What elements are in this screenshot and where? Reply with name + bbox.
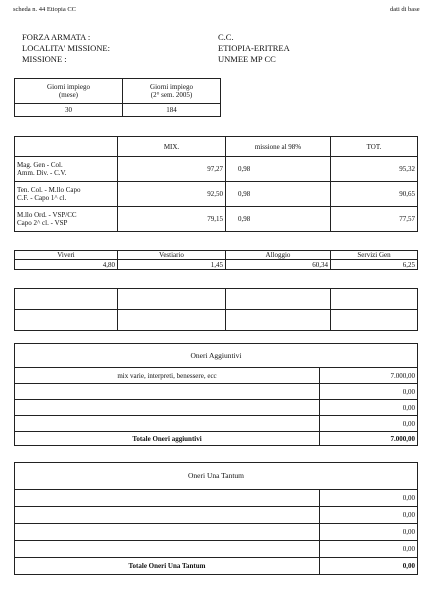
alloggio-header: Alloggio bbox=[226, 251, 331, 260]
missione-value: 0,98 bbox=[226, 182, 331, 207]
giorni-sem-value: 184 bbox=[123, 104, 221, 117]
oneri-value: 0,00 bbox=[320, 416, 418, 432]
giorni-col1-header: Giorni impiego (mese) bbox=[15, 79, 123, 104]
mix-corner-cell bbox=[15, 137, 118, 157]
oneri-value: 7.000,00 bbox=[320, 368, 418, 384]
oneri-value: 0,00 bbox=[320, 384, 418, 400]
grade-cell: M.llo Ord. - VSP/CC Capo 2^ cl. - VSP bbox=[15, 207, 118, 232]
viveri-value: 4,80 bbox=[15, 260, 118, 270]
vestiario-header: Vestiario bbox=[118, 251, 226, 260]
oneri-una-tantum-row bbox=[15, 541, 418, 558]
vestiario-value: 1,45 bbox=[118, 260, 226, 270]
oneri-value: 0,00 bbox=[320, 524, 418, 541]
grade-cell: Ten. Col. - M.llo Capo C.F. - Capo 1^ cl. bbox=[15, 182, 118, 207]
grade-cell: Mag. Gen - Col. Amm. Div. - C.V. bbox=[15, 157, 118, 182]
tot-header: TOT. bbox=[331, 137, 418, 157]
oneri-una-tantum-row bbox=[15, 507, 418, 524]
forza-armata-value: C.C. bbox=[218, 32, 234, 42]
oneri-aggiuntivi-total-row bbox=[15, 432, 418, 446]
empty-cell bbox=[331, 289, 418, 310]
missione-value: 0,98 bbox=[226, 157, 331, 182]
tot-value: 90,65 bbox=[331, 182, 418, 207]
oneri-desc bbox=[15, 490, 320, 507]
empty-cell bbox=[15, 310, 118, 331]
oneri-aggiuntivi-total-value: 7.000,00 bbox=[320, 432, 418, 446]
mix-row bbox=[15, 207, 418, 232]
costs-table bbox=[14, 250, 418, 270]
empty-cell bbox=[15, 289, 118, 310]
oneri-value: 0,00 bbox=[320, 541, 418, 558]
oneri-desc bbox=[15, 524, 320, 541]
oneri-value: 0,00 bbox=[320, 507, 418, 524]
scheda-label: scheda n. 44 Etiopia CC bbox=[13, 6, 77, 13]
oneri-una-tantum-row bbox=[15, 490, 418, 507]
oneri-desc bbox=[15, 400, 320, 416]
oneri-value: 0,00 bbox=[320, 490, 418, 507]
oneri-value: 0,00 bbox=[320, 400, 418, 416]
oneri-una-tantum-total-label: Totale Oneri Una Tantum bbox=[15, 558, 320, 575]
oneri-desc bbox=[15, 507, 320, 524]
mix-header: MIX. bbox=[118, 137, 226, 157]
forza-armata-label: FORZA ARMATA : bbox=[22, 32, 91, 42]
missione-value: 0,98 bbox=[226, 207, 331, 232]
missione-value: UNMEE MP CC bbox=[218, 54, 276, 64]
oneri-aggiuntivi-row bbox=[15, 384, 418, 400]
oneri-una-tantum-row bbox=[15, 524, 418, 541]
tot-value: 95,32 bbox=[331, 157, 418, 182]
viveri-header: Viveri bbox=[15, 251, 118, 260]
mix-table bbox=[14, 136, 418, 232]
missione-label: MISSIONE : bbox=[22, 54, 67, 64]
mix-row bbox=[15, 157, 418, 182]
oneri-una-tantum-table bbox=[14, 462, 418, 575]
servizi-gen-value: 6,25 bbox=[331, 260, 418, 270]
tot-value: 77,57 bbox=[331, 207, 418, 232]
servizi-gen-header: Servizi Gen bbox=[331, 251, 418, 260]
oneri-aggiuntivi-row bbox=[15, 368, 418, 384]
missione-header: missione al 98% bbox=[226, 137, 331, 157]
empty-cell bbox=[226, 310, 331, 331]
empty-cell bbox=[226, 289, 331, 310]
oneri-aggiuntivi-row bbox=[15, 400, 418, 416]
localita-value: ETIOPIA-ERITREA bbox=[218, 43, 290, 53]
empty-cell bbox=[118, 289, 226, 310]
mix-value: 79,15 bbox=[118, 207, 226, 232]
oneri-aggiuntivi-table bbox=[14, 343, 418, 446]
oneri-desc bbox=[15, 541, 320, 558]
mix-value: 92,50 bbox=[118, 182, 226, 207]
oneri-aggiuntivi-total-label: Totale Oneri aggiuntivi bbox=[15, 432, 320, 446]
localita-label: LOCALITA' MISSIONE: bbox=[22, 43, 110, 53]
oneri-desc bbox=[15, 384, 320, 400]
oneri-aggiuntivi-row bbox=[15, 416, 418, 432]
empty-cell bbox=[118, 310, 226, 331]
dati-di-base-label: dati di base bbox=[390, 6, 420, 13]
oneri-una-tantum-total-value: 0,00 bbox=[320, 558, 418, 575]
giorni-mese-value: 30 bbox=[15, 104, 123, 117]
mix-value: 97,27 bbox=[118, 157, 226, 182]
empty-cell bbox=[331, 310, 418, 331]
oneri-desc: mix varie, interpreti, benessere, ecc bbox=[15, 368, 320, 384]
oneri-aggiuntivi-title: Oneri Aggiuntivi bbox=[15, 344, 418, 368]
empty-grid-table bbox=[14, 288, 418, 331]
oneri-una-tantum-total-row bbox=[15, 558, 418, 575]
oneri-desc bbox=[15, 416, 320, 432]
giorni-table bbox=[14, 78, 221, 117]
mix-row bbox=[15, 182, 418, 207]
oneri-una-tantum-title: Oneri Una Tantum bbox=[15, 463, 418, 490]
giorni-col2-header: Giorni impiego (2° sem. 2005) bbox=[123, 79, 221, 104]
alloggio-value: 60,34 bbox=[226, 260, 331, 270]
